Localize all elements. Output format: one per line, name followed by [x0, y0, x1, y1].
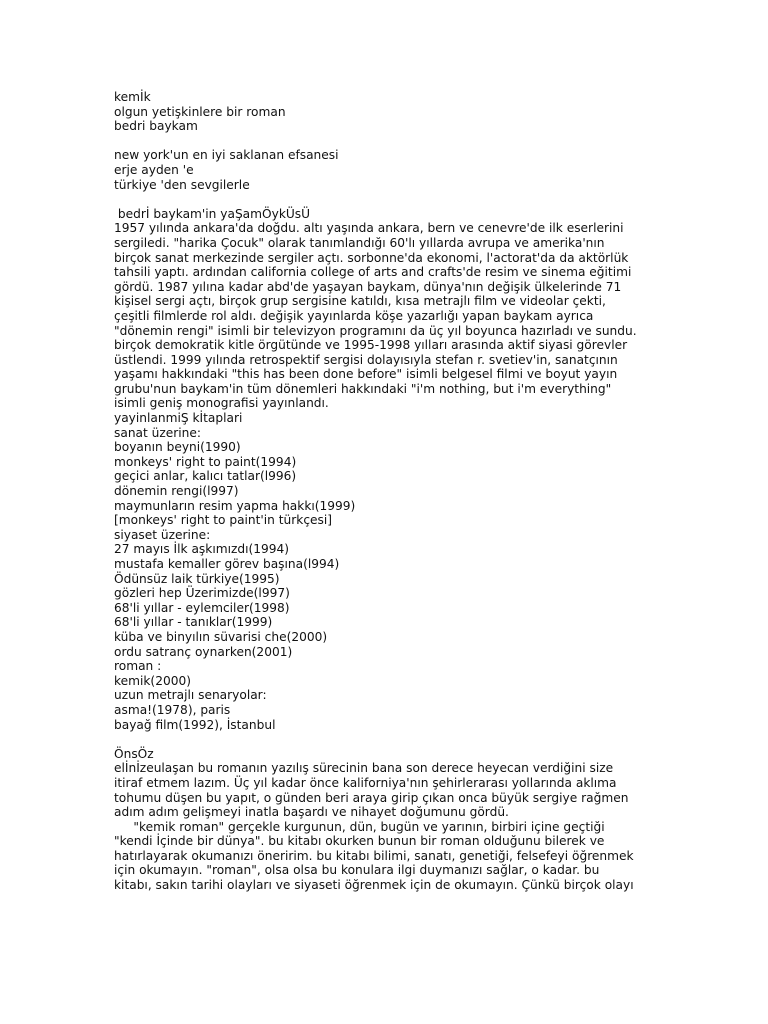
preface-line: için okumayın. "roman", olsa olsa bu konulara ilgi duymanızı sağlar, o kadar. bu [114, 863, 600, 878]
biography-line: 1957 yılında ankara'da doğdu. altı yaşında ankara, bern ve cenevre'de ilk eserlerini [114, 221, 624, 236]
spacer [114, 732, 654, 747]
book-list-item: ordu satranç oynarken(2001) [114, 644, 293, 659]
dedication-line: new york'un en iyi saklanan efsanesi [114, 148, 339, 163]
book-list-item: uzun metrajlı senaryolar: [114, 688, 267, 703]
book-list-item: geçici anlar, kalıcı tatlar(l996) [114, 469, 297, 484]
preface-section [114, 747, 654, 893]
preface-line: elİnİzeulaşan bu romanın yazılış sürecinin bana son derece heyecan verdiğini size [114, 761, 614, 776]
book-list-item: maymunların resim yapma hakkı(1999) [114, 498, 356, 513]
book-list-item: dönemin rengi(l997) [114, 484, 239, 499]
biography-line: gördü. 1987 yılına kadar abd'de yaşayan baykam, dünya'nın değişik ülkelerinde 71 [114, 279, 622, 294]
book-list-item: mustafa kemaller görev başına(l994) [114, 557, 340, 571]
biography-line: kişisel sergi açtı, birçok grup sergisine katıldı, kısa metrajlı film ve videolar çekti, [114, 294, 606, 309]
book-list-item: Ödünsüz laik türkiye(1995) [114, 571, 280, 586]
biography-line: isimli geniş monografisi yayınlandı. [114, 396, 329, 411]
preface-line: "kendi İçinde bir dünya". bu kitabı okurken bunun bir roman olduğunu bilerek ve [114, 834, 605, 849]
book-list-item: asma!(1978), paris [114, 702, 231, 717]
book-list-item: roman : [114, 659, 162, 674]
book-list-item: 68'li yıllar - tanıklar(1999) [114, 615, 273, 630]
dedication-line: türkiye 'den sevgilerle [114, 177, 250, 192]
preface-line: adım adım gelişmeyi inatla başardı ve nihayet doğumunu gördü. [114, 805, 509, 820]
biography-line: sergiledi. "harika Çocuk" olarak tanımlandığı 60'lı yıllarda avrupa ve amerika'nın [114, 235, 605, 250]
preface-line: tohumu düşen bu yapıt, o günden beri araya girip çıkan onca büyük sergiye rağmen [114, 790, 629, 805]
books-heading: yayinlanmiŞ kİtaplari [114, 411, 243, 426]
biography-line: çeşitli filmlerde rol aldı. değişik yayınlarda köşe yazarlığı yapan baykam ayrıca [114, 308, 594, 323]
preface-line: "kemik roman" gerçekle kurgunun, dün, bugün ve yarının, birbiri içine geçtiği [114, 819, 605, 834]
book-list-item: gözleri hep Üzerimizde(l997) [114, 586, 290, 601]
book-list-item: 68'li yıllar - eylemciler(1998) [114, 600, 290, 615]
biography-line: tahsili yaptı. ardından california college of arts and crafts'de resim ve sinema eğitimi [114, 265, 632, 280]
book-list-item: kemik(2000) [114, 673, 191, 688]
dedication-line: erje ayden 'e [114, 162, 194, 177]
spacer [114, 134, 654, 149]
preface-heading: ÖnsÖz [114, 746, 154, 761]
biography-line: "dönemin rengi" isimli bir televizyon programını da üç yıl boyunca hazırladı ve sundu. [114, 323, 637, 338]
biography-section [114, 207, 654, 411]
biography-line: üstlendi. 1999 yılında retrospektif sergisi dolayısıyla stefan r. svetiev'in, sanatçının [114, 352, 618, 367]
book-title: kemİk [114, 90, 151, 104]
book-list-item: küba ve binyılın süvarisi che(2000) [114, 629, 328, 644]
book-list-item: 27 mayıs İlk aşkımızdı(1994) [114, 542, 290, 557]
dedication-block [114, 148, 654, 192]
author-name: bedri baykam [114, 119, 198, 134]
biography-line: yaşamı hakkındaki "this has been done before" isimli belgesel filmi ve boyut yayın [114, 367, 618, 382]
biography-line: grubu'nun baykam'in tüm dönemleri hakkındaki "i'm nothing, but i'm everything" [114, 381, 612, 396]
preface-line: kitabı, sakın tarihi olayları ve siyaseti öğrenmek için de okumayın. Çünkü birçok olayı [114, 878, 634, 893]
books-section [114, 411, 654, 732]
book-list-item: bayağ film(1992), İstanbul [114, 717, 276, 732]
book-list-item: siyaset üzerine: [114, 527, 211, 542]
preface-line: itiraf etmem lazım. Üç yıl kadar önce kaliforniya'nın şehirlerarası yollarında aklıma [114, 775, 617, 790]
biography-heading: bedrİ baykam'in yaŞamÖykÜsÜ [114, 206, 311, 221]
document-page [114, 90, 654, 893]
biography-line: birçok demokratik kitle örgütünde ve 1995-1998 yılları arasında aktif siyasi görevler [114, 338, 628, 353]
book-list-item: boyanın beyni(1990) [114, 440, 241, 455]
book-list-item: sanat üzerine: [114, 425, 202, 440]
book-list-item: [monkeys' right to paint'in türkçesi] [114, 513, 333, 528]
preface-line: hatırlayarak okumanızı öneririm. bu kitabı bilimi, sanatı, genetiği, felsefeyi öğrenmek [114, 848, 634, 863]
biography-line: birçok sanat merkezinde sergiler açtı. sorbonne'da ekonomi, l'actorat'da da aktörlük [114, 250, 629, 265]
spacer [114, 192, 654, 207]
book-subtitle: olgun yetişkinlere bir roman [114, 104, 286, 119]
book-list-item: monkeys' right to paint(1994) [114, 454, 297, 469]
